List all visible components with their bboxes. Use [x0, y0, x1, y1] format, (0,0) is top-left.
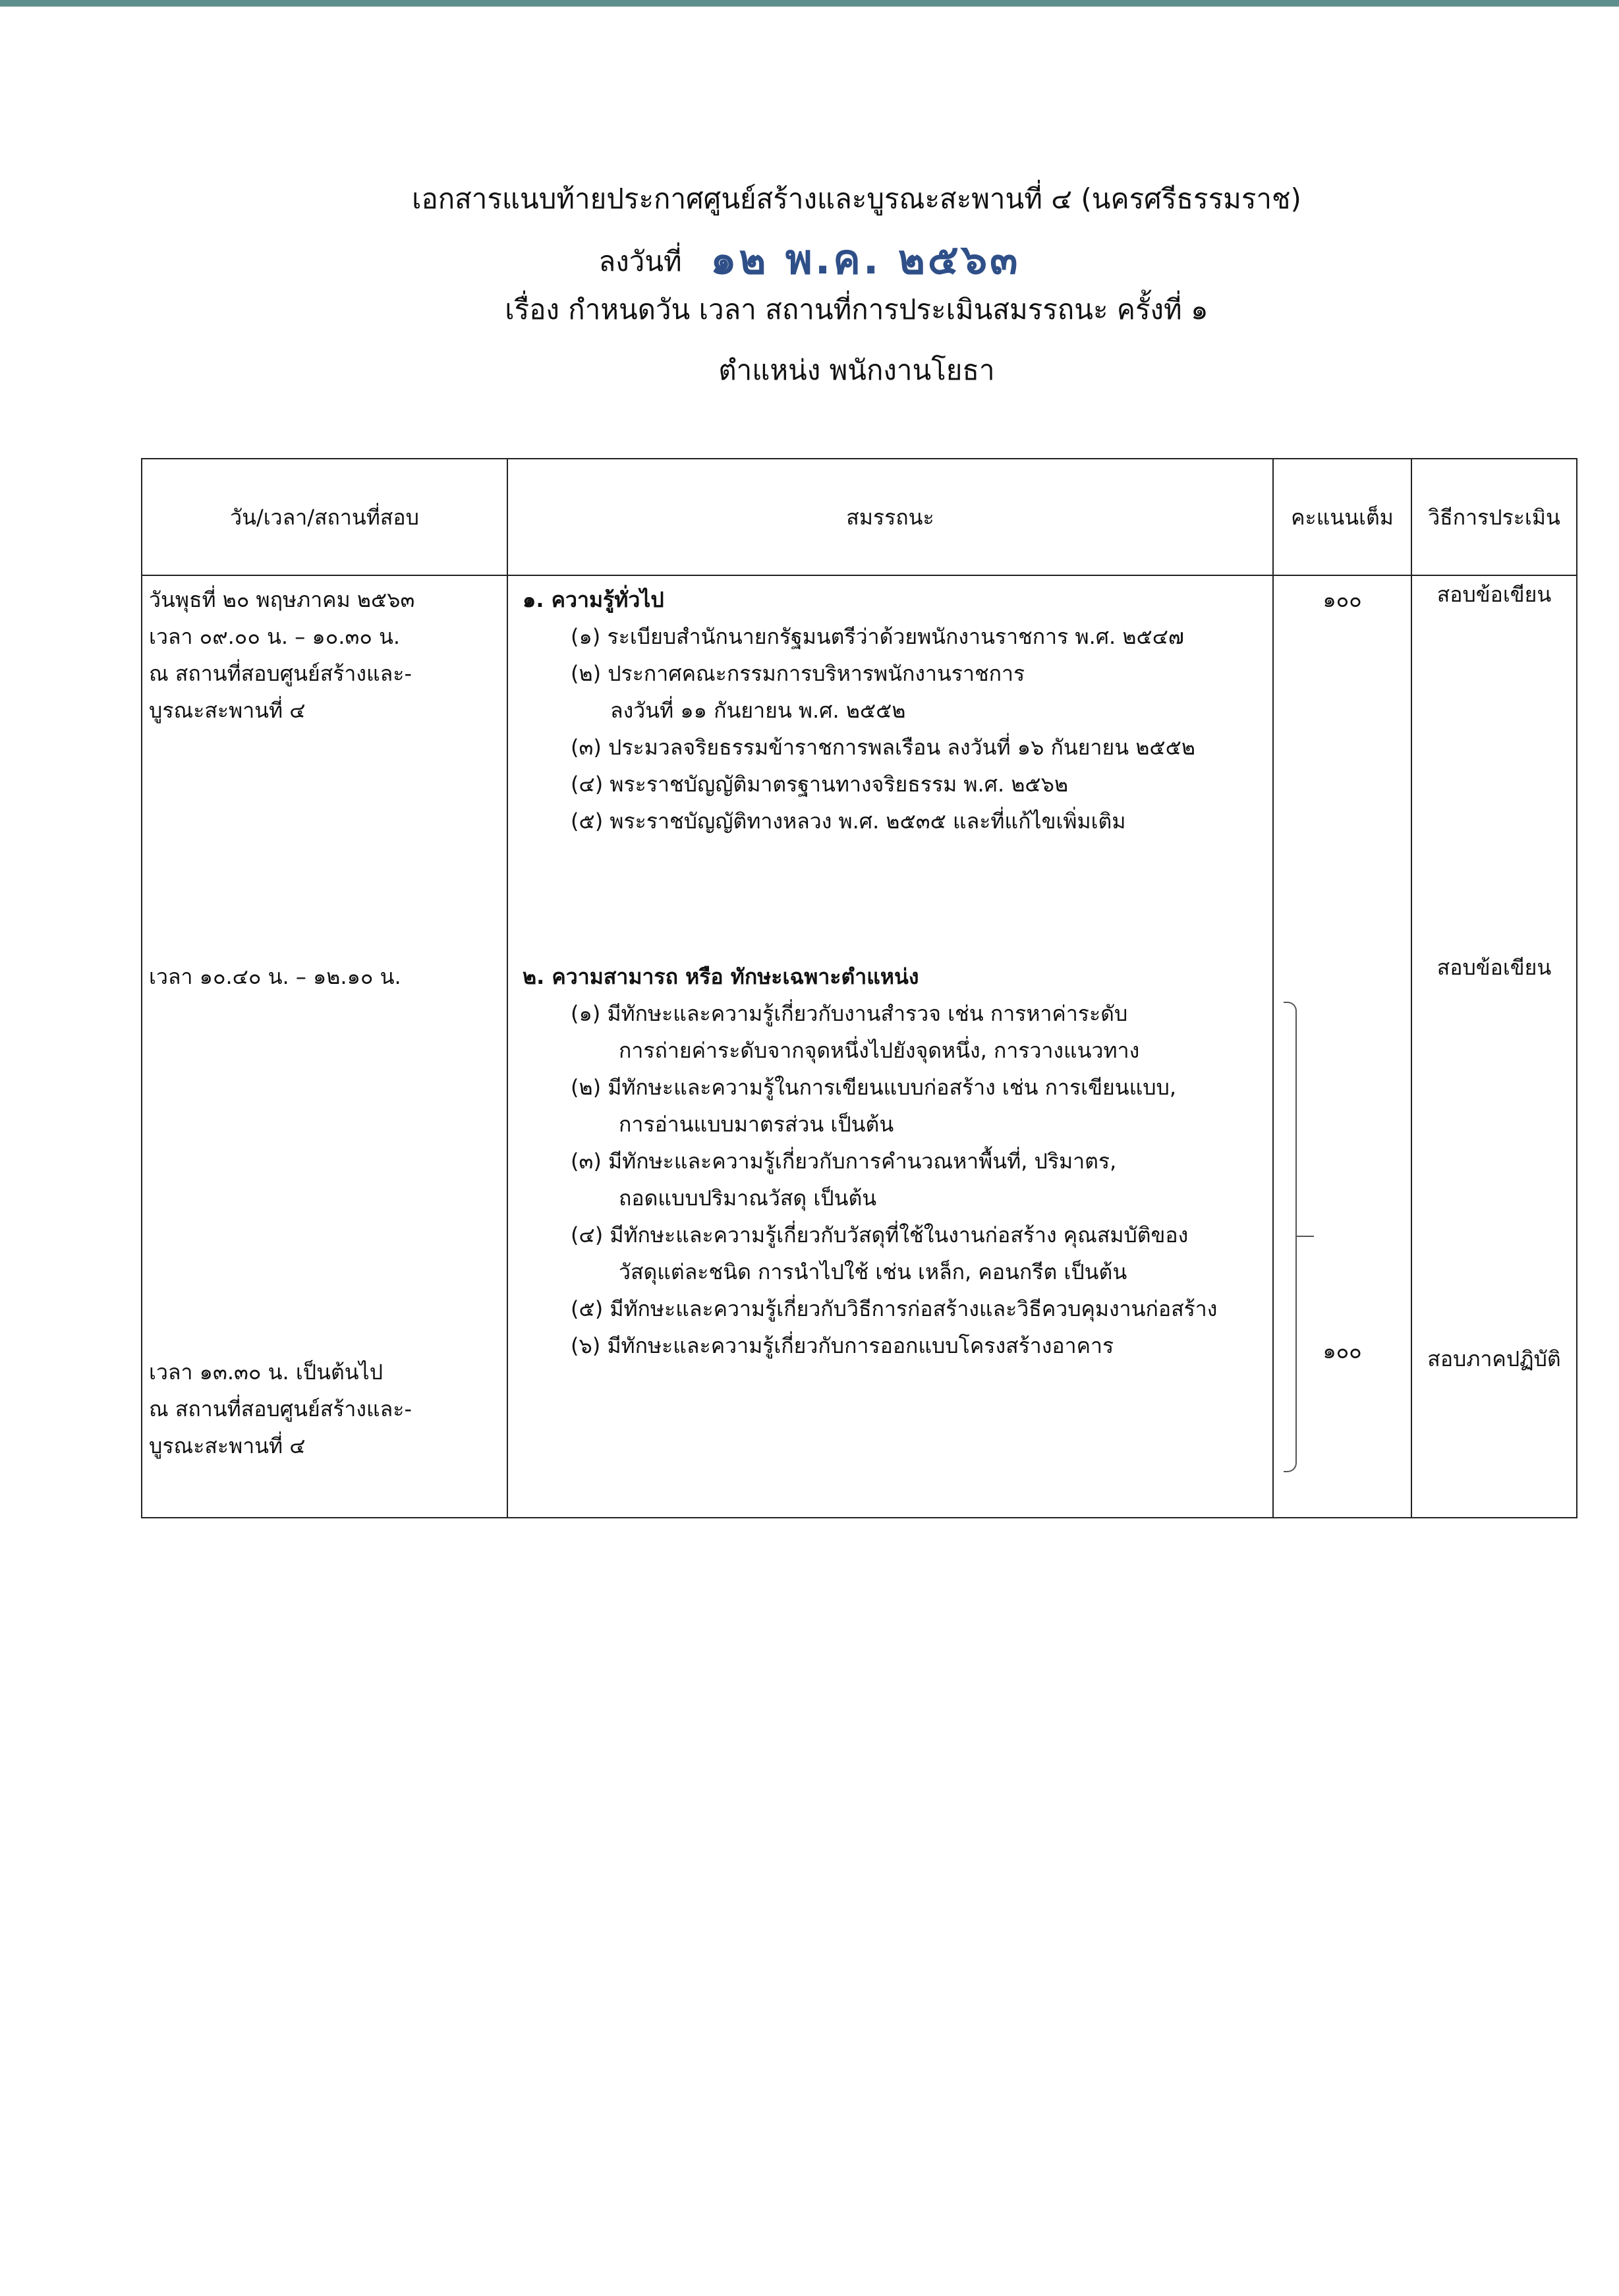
header-position: ตำแหน่ง พนักงานโยธา — [718, 354, 995, 386]
exam-date: วันพุธที่ ๒๐ พฤษภาคม ๒๕๖๓ — [149, 587, 415, 612]
header-competency: สมรรถนะ — [507, 459, 1273, 575]
schedule-table — [141, 458, 1577, 1518]
method-cell — [1411, 575, 1577, 1518]
header-method: วิธีการประเมิน — [1411, 459, 1577, 575]
score-2: ๑๐๐ — [1322, 1338, 1362, 1363]
place-line-3: ณ สถานที่สอบศูนย์สร้างและ- — [149, 1396, 412, 1421]
list-item: (๑) มีทักษะและความรู้เกี่ยวกับงานสำรวจ เช่น การหาค่าระดับ — [571, 1001, 1128, 1026]
header-date-place: วัน/เวลา/สถานที่สอบ — [142, 459, 507, 575]
date-place-cell — [142, 575, 507, 1518]
header-date-line — [0, 235, 1619, 283]
score-bracket-tick — [1297, 1236, 1314, 1237]
list-item: การถ่ายค่าระดับจากจุดหนึ่งไปยังจุดหนึ่ง, การวางแนวทาง — [619, 1038, 1140, 1063]
scan-edge — [0, 0, 1619, 7]
list-item: ลงวันที่ ๑๑ กันยายน พ.ศ. ๒๕๕๒ — [610, 698, 906, 723]
list-item: การอ่านแบบมาตรส่วน เป็นต้น — [619, 1112, 894, 1137]
place-line-2: บูรณะสะพานที่ ๔ — [149, 698, 306, 723]
list-item: ถอดแบบปริมาณวัสดุ เป็นต้น — [619, 1186, 877, 1211]
method-3: สอบภาคปฏิบัติ — [1427, 1346, 1561, 1371]
list-item: วัสดุแต่ละชนิด การนำไปใช้ เช่น เหล็ก, คอนกรีต เป็นต้น — [619, 1259, 1127, 1284]
list-item: (๕) พระราชบัญญัติทางหลวง พ.ศ. ๒๕๓๕ และที่แก้ไขเพิ่มเติม — [571, 809, 1126, 834]
table-header-row — [142, 459, 1577, 575]
list-item: (๒) มีทักษะและความรู้ในการเขียนแบบก่อสร้าง เช่น การเขียนแบบ, — [571, 1075, 1177, 1100]
list-item: (๕) มีทักษะและความรู้เกี่ยวกับวิธีการก่อสร้างและวิธีควบคุมงานก่อสร้าง — [571, 1296, 1218, 1321]
list-item: (๒) ประกาศคณะกรรมการบริหารพนักงานราชการ — [571, 661, 1025, 686]
competency-cell — [507, 575, 1273, 1518]
list-item: (๓) ประมวลจริยธรรมข้าราชการพลเรือน ลงวันที่ ๑๖ กันยายน ๒๕๕๒ — [571, 735, 1195, 760]
header-title: เอกสารแนบท้ายประกาศศูนย์สร้างและบูรณะสะพานที่ ๔ (นครศรีธรรมราช) — [412, 183, 1301, 215]
header-full-score: คะแนนเต็ม — [1273, 459, 1411, 575]
table-body-row — [142, 575, 1577, 1518]
section2-title: ๒. ความสามารถ หรือ ทักษะเฉพาะตำแหน่ง — [523, 964, 919, 989]
time-slot-2: เวลา ๑๐.๔๐ น. – ๑๒.๑๐ น. — [149, 964, 401, 989]
section1-title: ๑. ความรู้ทั่วไป — [523, 587, 664, 612]
time-slot-3: เวลา ๑๓.๓๐ น. เป็นต้นไป — [149, 1360, 383, 1385]
method-1: สอบข้อเขียน — [1436, 582, 1552, 607]
time-slot-1: เวลา ๐๙.๐๐ น. – ๑๐.๓๐ น. — [149, 624, 401, 649]
list-item: (๓) มีทักษะและความรู้เกี่ยวกับการคำนวณหาพื้นที่, ปริมาตร, — [571, 1149, 1117, 1174]
place-line-4: บูรณะสะพานที่ ๔ — [149, 1433, 306, 1458]
list-item: (๖) มีทักษะและความรู้เกี่ยวกับการออกแบบโครงสร้างอาคาร — [571, 1333, 1114, 1358]
place-line-1: ณ สถานที่สอบศูนย์สร้างและ- — [149, 661, 412, 686]
header-subject: เรื่อง กำหนดวัน เวลา สถานที่การประเมินสมรรถนะ ครั้งที่ ๑ — [505, 293, 1208, 326]
list-item: (๑) ระเบียบสำนักนายกรัฐมนตรีว่าด้วยพนักงานราชการ พ.ศ. ๒๕๔๗ — [571, 624, 1184, 649]
list-item: (๔) มีทักษะและความรู้เกี่ยวกับวัสดุที่ใช้ในงานก่อสร้าง คุณสมบัติของ — [571, 1222, 1189, 1248]
date-label: ลงวันที่ — [598, 245, 682, 277]
score-1: ๑๐๐ — [1322, 587, 1362, 612]
date-stamp: ๑๒ พ.ค. ๒๕๖๓ — [710, 235, 1021, 283]
list-item: (๔) พระราชบัญญัติมาตรฐานทางจริยธรรม พ.ศ. ๒๕๖๒ — [571, 772, 1069, 797]
score-bracket — [1284, 1002, 1297, 1472]
method-2: สอบข้อเขียน — [1436, 955, 1552, 980]
